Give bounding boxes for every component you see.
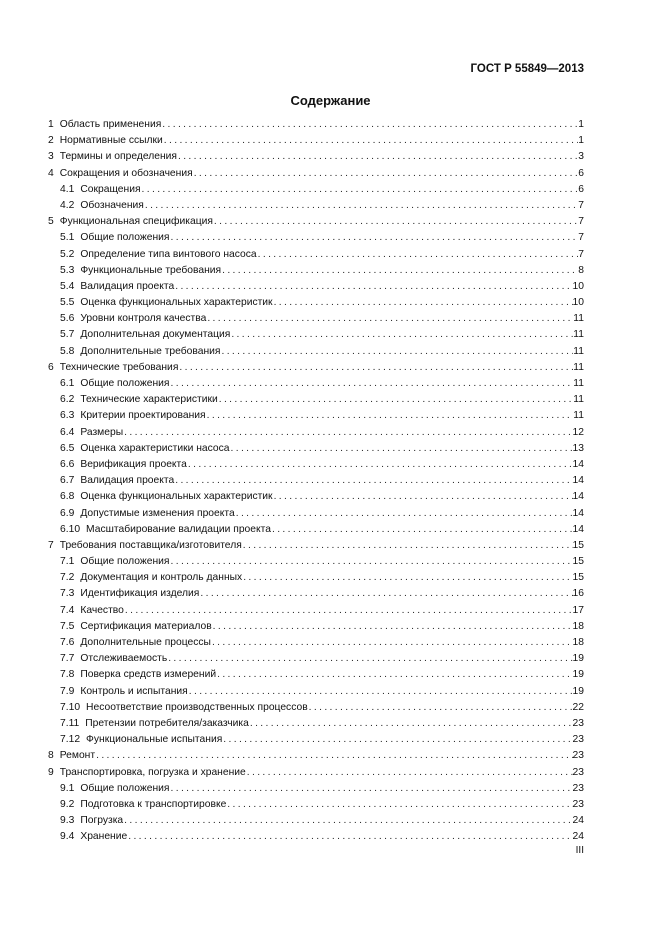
toc-dot-leader — [127, 829, 572, 845]
toc-entry-number: 7.2 — [60, 572, 75, 584]
toc-entry[interactable] — [48, 700, 584, 716]
toc-entry-number: 7.4 — [60, 604, 75, 616]
toc-entry-page: 15 — [572, 539, 584, 551]
toc-entry-title: Поверка средств измерений — [80, 669, 217, 681]
toc-entry-page: 11 — [573, 345, 584, 357]
toc-dot-leader — [211, 635, 573, 651]
toc-entry-page: 6 — [578, 167, 584, 179]
page-number: III — [575, 845, 584, 856]
toc-dot-leader — [230, 441, 573, 457]
toc-entry-number: 7.12 — [60, 734, 81, 746]
toc-entry[interactable] — [48, 651, 584, 667]
toc-entry-number: 7.9 — [60, 685, 75, 697]
toc-entry-page: 7 — [578, 248, 584, 260]
toc-entry-page: 23 — [572, 717, 584, 729]
toc-entry-page: 19 — [572, 669, 584, 681]
toc-entry[interactable] — [48, 295, 584, 311]
toc-entry-number: 8 — [48, 750, 54, 762]
toc-entry-page: 14 — [572, 507, 584, 519]
toc-dot-leader — [206, 311, 573, 327]
toc-entry-title: Погрузка — [80, 815, 124, 827]
toc-entry-number: 5.8 — [60, 345, 75, 357]
toc-dot-leader — [199, 586, 572, 602]
toc-entry-title: Нормативные ссылки — [59, 135, 163, 147]
toc-dot-leader — [235, 506, 573, 522]
toc-entry[interactable] — [48, 684, 584, 700]
toc-entry-number: 6.6 — [60, 458, 75, 470]
toc-entry-page: 7 — [578, 232, 584, 244]
toc-entry-number: 5.1 — [60, 232, 75, 244]
toc-dot-leader — [178, 360, 573, 376]
toc-entry-title: Область применения — [59, 119, 162, 130]
toc-dot-leader — [246, 765, 573, 781]
toc-entry-page: 18 — [572, 620, 584, 632]
toc-entry-number: 5.6 — [60, 313, 75, 325]
toc-entry-title: Сертификация материалов — [80, 620, 212, 632]
toc-dot-leader — [218, 392, 574, 408]
toc-entry-page: 19 — [572, 685, 584, 697]
toc-entry[interactable] — [48, 554, 584, 570]
toc-entry-page: 18 — [572, 637, 584, 648]
toc-dot-leader — [123, 813, 572, 829]
toc-entry-page: 19 — [572, 653, 584, 665]
toc-entry-page: 8 — [578, 264, 584, 276]
toc-entry-title: Технические характеристики — [80, 394, 218, 406]
toc-dot-leader — [242, 570, 572, 586]
toc-entry-title: Сокращения — [80, 183, 141, 195]
toc-entry-page: 6 — [578, 183, 584, 195]
toc-entry-title: Общие положения — [80, 782, 170, 794]
toc-entry-number: 2 — [48, 135, 54, 147]
toc-dot-leader — [222, 732, 572, 748]
toc-entry-number: 5.7 — [60, 329, 75, 341]
toc-dot-leader — [177, 149, 578, 165]
toc-entry-number: 9.4 — [60, 831, 75, 843]
toc-entry[interactable] — [48, 441, 584, 457]
toc-entry[interactable] — [48, 473, 584, 489]
toc-entry-page: 24 — [572, 831, 584, 843]
toc-dot-leader — [206, 408, 574, 424]
toc-dot-leader — [242, 538, 573, 554]
table-of-contents — [48, 117, 584, 845]
toc-entry[interactable] — [48, 489, 584, 505]
toc-entry-number: 7.5 — [60, 620, 75, 632]
toc-entry-number: 6.8 — [60, 491, 75, 503]
toc-entry[interactable] — [48, 311, 584, 327]
toc-entry-number: 5 — [48, 216, 54, 228]
toc-entry-title: Оценка характеристики насоса — [80, 442, 230, 454]
toc-dot-leader — [161, 117, 578, 133]
toc-entry-title: Отслеживаемость — [80, 653, 168, 665]
toc-entry[interactable] — [48, 748, 584, 764]
toc-entry-title: Несоответствие производственных процессов — [86, 701, 308, 713]
toc-entry-number: 7.8 — [60, 669, 75, 681]
toc-entry[interactable] — [48, 327, 584, 343]
toc-dot-leader — [230, 327, 573, 343]
toc-entry-title: Качество — [80, 604, 124, 616]
toc-entry-page: 1 — [578, 135, 584, 147]
toc-dot-leader — [124, 603, 573, 619]
toc-entry[interactable] — [48, 376, 584, 392]
toc-dot-leader — [170, 376, 574, 392]
toc-entry-page: 23 — [572, 750, 584, 762]
toc-entry-number: 6.3 — [60, 410, 75, 422]
toc-entry-number: 7 — [48, 539, 54, 551]
toc-entry[interactable] — [48, 117, 584, 133]
toc-entry-page: 22 — [572, 701, 584, 713]
toc-entry-number: 5.4 — [60, 280, 75, 292]
toc-entry-title: Требования поставщика/изготовителя — [59, 539, 242, 551]
toc-entry[interactable] — [48, 635, 584, 651]
toc-entry-title: Ремонт — [59, 750, 96, 762]
toc-entry-page: 3 — [578, 151, 584, 163]
toc-entry-title: Транспортировка, погрузка и хранение — [59, 766, 246, 778]
toc-dot-leader — [193, 166, 579, 182]
toc-entry[interactable] — [48, 392, 584, 408]
toc-entry-title: Термины и определения — [59, 151, 177, 163]
toc-entry[interactable] — [48, 457, 584, 473]
toc-entry-title: Допустимые изменения проекта — [80, 507, 235, 519]
toc-entry[interactable] — [48, 667, 584, 683]
toc-dot-leader — [216, 667, 572, 683]
toc-entry-title: Критерии проектирования — [80, 410, 206, 422]
toc-entry-title: Обозначения — [80, 199, 144, 211]
toc-entry[interactable] — [48, 279, 584, 295]
toc-entry-number: 9.2 — [60, 798, 75, 810]
toc-entry-number: 5.5 — [60, 297, 75, 309]
toc-entry-title: Масштабирование валидации проекта — [86, 523, 271, 535]
toc-entry-page: 1 — [578, 119, 584, 130]
toc-entry-title: Общие положения — [80, 232, 170, 244]
toc-dot-leader — [174, 279, 572, 295]
toc-dot-leader — [144, 198, 578, 214]
toc-entry[interactable] — [48, 797, 584, 813]
toc-dot-leader — [188, 684, 573, 700]
toc-entry-number: 6.10 — [60, 523, 81, 535]
toc-dot-leader — [213, 214, 578, 230]
toc-entry-page: 17 — [572, 604, 584, 616]
toc-entry-title: Дополнительная документация — [80, 329, 231, 341]
toc-dot-leader — [273, 295, 573, 311]
toc-entry-page: 14 — [572, 475, 584, 487]
toc-entry[interactable] — [48, 603, 584, 619]
toc-entry-number: 6.7 — [60, 475, 75, 487]
toc-entry-number: 6.9 — [60, 507, 75, 519]
toc-entry-title: Хранение — [80, 831, 128, 843]
toc-dot-leader — [187, 457, 573, 473]
toc-entry-title: Функциональная спецификация — [59, 216, 213, 228]
toc-entry-title: Контроль и испытания — [80, 685, 188, 697]
toc-dot-leader — [163, 133, 578, 149]
toc-entry-number: 3 — [48, 151, 54, 163]
toc-entry-title: Претензии потребителя/заказчика — [85, 717, 249, 729]
toc-entry-page: 23 — [572, 766, 584, 778]
toc-entry-number: 4.1 — [60, 183, 75, 195]
toc-entry[interactable] — [48, 813, 584, 829]
toc-entry[interactable] — [48, 230, 584, 246]
toc-entry-title: Функциональные испытания — [86, 734, 223, 746]
toc-dot-leader — [271, 522, 573, 538]
toc-dot-leader — [95, 748, 572, 764]
toc-entry-page: 23 — [572, 798, 584, 810]
toc-entry[interactable] — [48, 133, 584, 149]
toc-entry[interactable] — [48, 506, 584, 522]
toc-entry-title: Оценка функциональных характеристик — [80, 297, 273, 309]
toc-dot-leader — [221, 263, 578, 279]
toc-entry-number: 7.11 — [60, 717, 80, 729]
toc-entry-page: 11 — [573, 329, 584, 341]
toc-dot-leader — [257, 247, 579, 263]
toc-dot-leader — [174, 473, 572, 489]
toc-entry-number: 6.1 — [60, 378, 75, 389]
toc-entry-title: Размеры — [80, 426, 124, 438]
toc-entry-page: 13 — [572, 442, 584, 454]
document-code: ГОСТ Р 55849—2013 — [470, 63, 584, 75]
toc-title: Содержание — [290, 93, 371, 108]
toc-entry[interactable] — [48, 570, 584, 586]
toc-dot-leader — [123, 425, 572, 441]
toc-entry[interactable] — [48, 538, 584, 554]
toc-dot-leader — [273, 489, 573, 505]
toc-entry-number: 6.4 — [60, 426, 75, 438]
toc-entry-page: 10 — [572, 280, 584, 292]
toc-entry-page: 23 — [572, 734, 584, 746]
toc-entry-number: 7.3 — [60, 588, 75, 600]
toc-entry-number: 6.5 — [60, 442, 75, 454]
toc-entry-number: 7.10 — [60, 701, 81, 713]
toc-entry-page: 7 — [578, 199, 584, 211]
toc-entry[interactable] — [48, 198, 584, 214]
toc-entry-title: Документация и контроль данных — [80, 572, 243, 584]
toc-entry-title: Идентификация изделия — [80, 588, 200, 600]
toc-entry-page: 15 — [572, 572, 584, 584]
toc-entry[interactable] — [48, 214, 584, 230]
toc-entry-title: Технические требования — [59, 361, 179, 373]
toc-entry-title: Валидация проекта — [80, 280, 175, 292]
toc-dot-leader — [170, 230, 579, 246]
toc-entry-page: 11 — [573, 361, 584, 373]
toc-entry-title: Дополнительные требования — [80, 345, 221, 357]
toc-entry-page: 7 — [578, 216, 584, 228]
toc-entry-page: 16 — [572, 588, 584, 600]
toc-dot-leader — [212, 619, 573, 635]
toc-dot-leader — [141, 182, 579, 198]
toc-dot-leader — [220, 344, 573, 360]
toc-entry[interactable] — [48, 765, 584, 781]
toc-entry-title: Определение типа винтового насоса — [80, 248, 257, 260]
toc-entry[interactable] — [48, 344, 584, 360]
toc-entry[interactable] — [48, 716, 584, 732]
toc-entry-title: Функциональные требования — [80, 264, 222, 276]
toc-entry-title: Сокращения и обозначения — [59, 167, 193, 179]
toc-entry-page: 15 — [572, 556, 584, 568]
toc-dot-leader — [167, 651, 572, 667]
toc-entry-page: 12 — [572, 426, 584, 438]
toc-entry-page: 24 — [572, 815, 584, 827]
toc-entry-title: Дополнительные процессы — [80, 637, 211, 648]
toc-entry[interactable] — [48, 263, 584, 279]
toc-entry-page: 23 — [572, 782, 584, 794]
toc-entry[interactable] — [48, 408, 584, 424]
toc-entry[interactable] — [48, 619, 584, 635]
toc-entry-page: 14 — [572, 523, 584, 535]
toc-dot-leader — [170, 781, 573, 797]
toc-entry-number: 9.1 — [60, 782, 75, 794]
toc-dot-leader — [308, 700, 573, 716]
toc-entry[interactable] — [48, 586, 584, 602]
toc-entry-page: 11 — [573, 378, 584, 389]
toc-entry-number: 5.2 — [60, 248, 75, 260]
toc-entry[interactable] — [48, 781, 584, 797]
toc-entry[interactable] — [48, 829, 584, 845]
toc-entry-number: 9.3 — [60, 815, 75, 827]
toc-entry-page: 11 — [573, 313, 584, 325]
toc-entry-page: 14 — [572, 458, 584, 470]
toc-entry-number: 7.6 — [60, 637, 75, 648]
toc-entry-number: 7.7 — [60, 653, 75, 665]
toc-entry-number: 6 — [48, 361, 54, 373]
toc-entry-title: Уровни контроля качества — [80, 313, 207, 325]
toc-entry[interactable] — [48, 149, 584, 165]
toc-entry-page: 14 — [572, 491, 584, 503]
toc-dot-leader — [226, 797, 572, 813]
toc-entry-number: 1 — [48, 119, 54, 130]
toc-entry-title: Общие положения — [80, 556, 170, 568]
toc-dot-leader — [170, 554, 573, 570]
toc-entry-title: Подготовка к транспортировке — [80, 798, 227, 810]
toc-entry[interactable] — [48, 247, 584, 263]
toc-entry-page: 11 — [573, 394, 584, 406]
toc-entry-number: 4 — [48, 167, 54, 179]
toc-entry-title: Валидация проекта — [80, 475, 175, 487]
toc-entry-number: 7.1 — [60, 556, 75, 568]
toc-entry-page: 10 — [572, 297, 584, 309]
toc-entry-number: 6.2 — [60, 394, 75, 406]
toc-entry[interactable] — [48, 522, 584, 538]
toc-dot-leader — [249, 716, 573, 732]
toc-entry-page: 11 — [573, 410, 584, 422]
toc-entry[interactable] — [48, 360, 584, 376]
toc-entry-number: 9 — [48, 766, 54, 778]
toc-entry[interactable] — [48, 182, 584, 198]
toc-entry-title: Общие положения — [80, 378, 170, 389]
toc-entry-number: 4.2 — [60, 199, 75, 211]
toc-entry-title: Верификация проекта — [80, 458, 187, 470]
toc-entry[interactable] — [48, 166, 584, 182]
toc-entry[interactable] — [48, 732, 584, 748]
toc-entry-title: Оценка функциональных характеристик — [80, 491, 273, 503]
toc-entry-number: 5.3 — [60, 264, 75, 276]
toc-entry[interactable] — [48, 425, 584, 441]
